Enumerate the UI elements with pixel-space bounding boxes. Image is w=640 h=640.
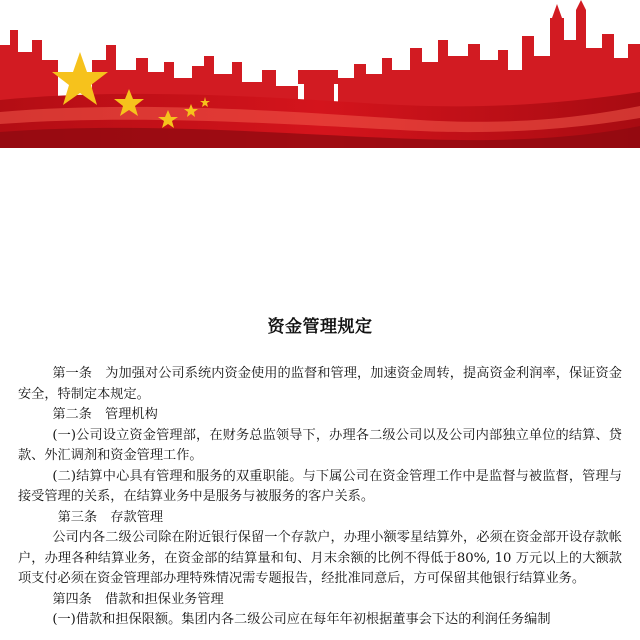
article-3-paragraph: 公司内各二级公司除在附近银行保留一个存款户，办理小额零星结算外，必须在资金部开设存款帐户，办理各种结算业务，在资金部的结算量和旬、月末余额的比例不得低于80%, 10 万元以上的大额款项支付必须在资金管理部办理特殊情况需专题报告，经批准同意后，方可保留其他银行结算业务。 xyxy=(18,530,622,586)
document-body xyxy=(18,312,622,631)
article-2-item-2: (二)结算中心具有管理和服务的双重职能。与下属公司在资金管理工作中是监督与被监督，管理与接受管理的关系，在结算业务中是服务与被服务的客户关系。 xyxy=(18,468,622,504)
header-banner xyxy=(0,0,640,148)
city-skyline-banner-image xyxy=(0,0,640,148)
document-title: 资金管理规定 xyxy=(267,317,373,337)
article-3-heading: 第三条 存款管理 xyxy=(57,509,164,525)
article-1-paragraph: 第一条 为加强对公司系统内资金使用的监督和管理，加速资金周转，提高资金利润率，保证资金安全，特制定本规定。 xyxy=(18,366,622,402)
article-2-heading: 第二条 管理机构 xyxy=(52,407,158,422)
article-2-item-1: (一)公司设立资金管理部，在财务总监领导下，办理各二级公司以及公司内部独立单位的结算、贷款、外汇调剂和资金管理工作。 xyxy=(18,427,622,463)
article-4-item-1: (一)借款和担保限额。集团内各二级公司应在每年年初根据董事会下达的利润任务编制 xyxy=(52,612,551,627)
article-4-heading: 第四条 借款和担保业务管理 xyxy=(52,591,224,607)
